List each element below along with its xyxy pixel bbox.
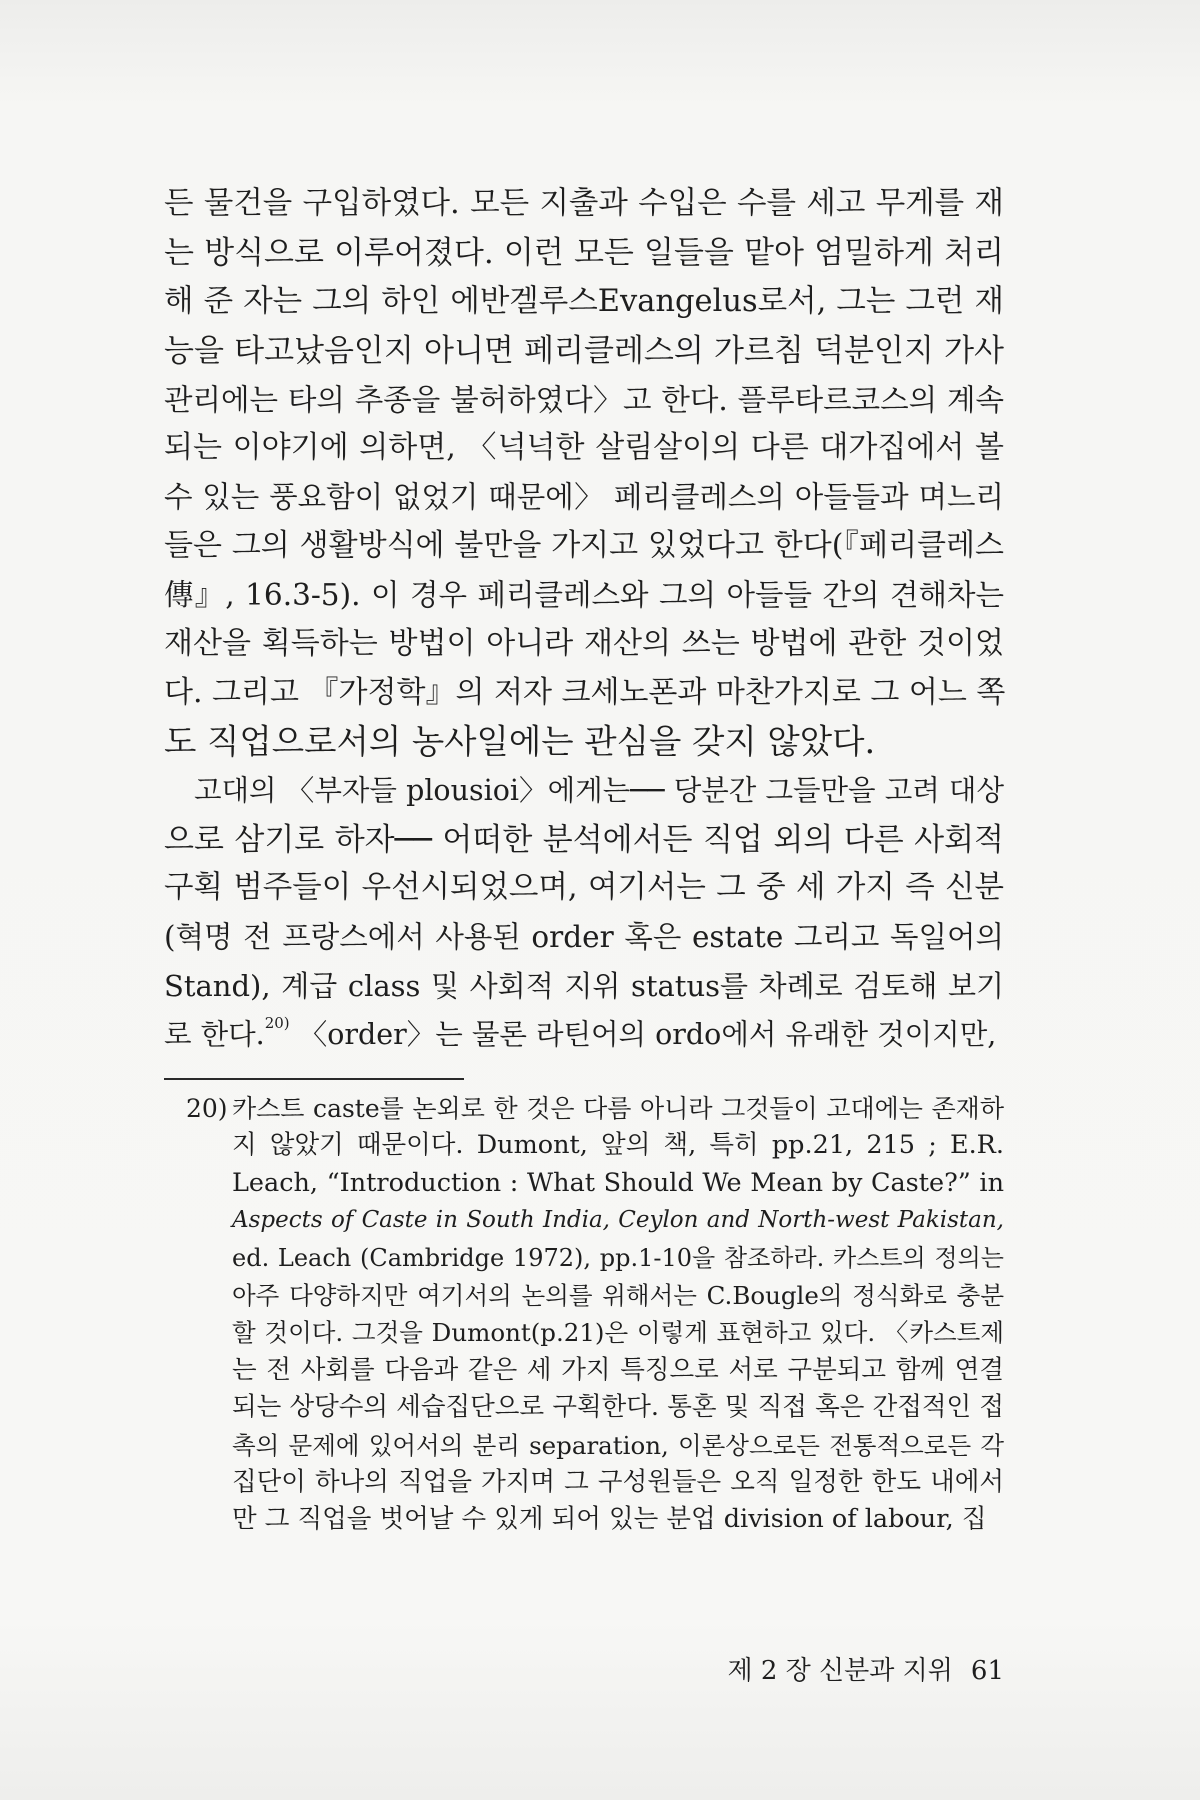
footnote-line: 촉의 문제에 있어서의 분리 separation, 이론상으로든 전통적으로든 각 — [232, 1430, 1004, 1460]
text-line: 도 직업으로서의 농사일에는 관심을 갖지 않았다. — [164, 721, 876, 761]
text-line: (혁명 전 프랑스에서 사용된 order 혹은 estate 그리고 독일어의 — [164, 920, 1004, 955]
footnote-line — [186, 1090, 1004, 1127]
footnote-line: 지 않았기 때문이다. Dumont, 앞의 책, 특히 pp.21, 215 ; E.R. — [232, 1130, 1004, 1161]
footnote-line: 할 것이다. 그것을 Dumont(p.21)은 이렇게 표현하고 있다. 〈카스트제 — [232, 1318, 1004, 1348]
footnote-line: ed. Leach (Cambridge 1972), pp.1-10을 참조하라. 카스트의 정의는 — [232, 1243, 1004, 1272]
text-line: 능을 타고났음인지 아니면 페리클레스의 가르침 덕분인지 가사 — [164, 332, 1004, 369]
text-line: 으로 삼기로 하자── 어떠한 분석에서든 직업 외의 다른 사회적 — [164, 821, 1004, 858]
text-segment: 〈order〉는 물론 라틴어의 ordo에서 유래한 것이지만, — [289, 1018, 997, 1052]
chapter-title: 제 2 장 신분과 지위 — [727, 1656, 953, 1686]
text-line: 해 준 자는 그의 하인 에반겔루스Evangelus로서, 그는 그런 재 — [164, 283, 1004, 319]
text-line: 수 있는 풍요함이 없었기 때문에〉 페리클레스의 아들들과 며느리 — [164, 480, 1004, 515]
footnote — [186, 1090, 1004, 1539]
footnote-text: 카스트 caste를 논외로 한 것은 다름 아니라 그것들이 고대에는 존재하 — [232, 1094, 1004, 1123]
footnote-number: 20) — [186, 1094, 228, 1123]
text-line — [164, 1011, 1004, 1060]
text-line: 재산을 획득하는 방법이 아니라 재산의 쓰는 방법에 관한 것이었 — [164, 626, 1004, 662]
text-line: 구획 범주들이 우선시되었으며, 여기서는 그 중 세 가지 즉 신분 — [164, 870, 1004, 906]
text-line: 관리에는 타의 추종을 불허하였다〉고 한다. 플루타르코스의 계속 — [164, 382, 1004, 417]
body-text — [164, 180, 1004, 1060]
page-number: 61 — [970, 1656, 1004, 1686]
text-line: 되는 이야기에 의하면, 〈넉넉한 살림살이의 다른 대가집에서 볼 — [164, 430, 1004, 466]
text-line: 든 물건을 구입하였다. 모든 지출과 수입은 수를 세고 무게를 재 — [164, 186, 1004, 221]
footnote-line: 만 그 직업을 벗어날 수 있게 되어 있는 분업 division of labour, 집 — [232, 1504, 987, 1535]
footnote-divider — [164, 1078, 464, 1080]
footnote-line: Aspects of Caste in South India, Ceylon and North-west Pakistan, — [232, 1207, 1004, 1234]
text-line: 다. 그리고 『가정학』의 저자 크세노폰과 마찬가지로 그 어느 쪽 — [164, 674, 1006, 710]
text-segment: 로 한다. — [164, 1018, 265, 1052]
page-footer — [700, 1650, 1004, 1687]
footnote-line: 집단이 하나의 직업을 가지며 그 구성원들은 오직 일정한 한도 내에서 — [232, 1466, 1004, 1497]
footnote-line: 는 전 사회를 다음과 같은 세 가지 특징으로 서로 구분되고 함께 연결 — [232, 1354, 1004, 1385]
footnote-line: 아주 다양하지만 여기서의 논의를 위해서는 C.Bougle의 정식화로 충분 — [232, 1280, 1004, 1310]
footnote-line: Leach, “Introduction : What Should We Mean by Caste?” in — [232, 1167, 1004, 1198]
text-line: 는 방식으로 이루어졌다. 이런 모든 일들을 맡아 엄밀하게 처리 — [164, 234, 1004, 271]
text-line: 고대의 〈부자들 plousioi〉에게는── 당분간 그들만을 고려 대상 — [194, 773, 1004, 807]
footnote-ref[interactable]: 20) — [264, 1014, 290, 1033]
text-line: Stand), 계급 class 및 사회적 지위 status를 차례로 검토해 보기 — [164, 969, 1004, 1004]
text-line: 傳』, 16.3-5). 이 경우 페리클레스와 그의 아들들 간의 견해차는 — [164, 578, 1004, 613]
text-line: 들은 그의 생활방식에 불만을 가지고 있었다고 한다(『페리클레스 — [164, 528, 1004, 564]
footnote-line: 되는 상당수의 세습집단으로 구획한다. 통혼 및 직접 혹은 간접적인 접 — [232, 1392, 1004, 1423]
